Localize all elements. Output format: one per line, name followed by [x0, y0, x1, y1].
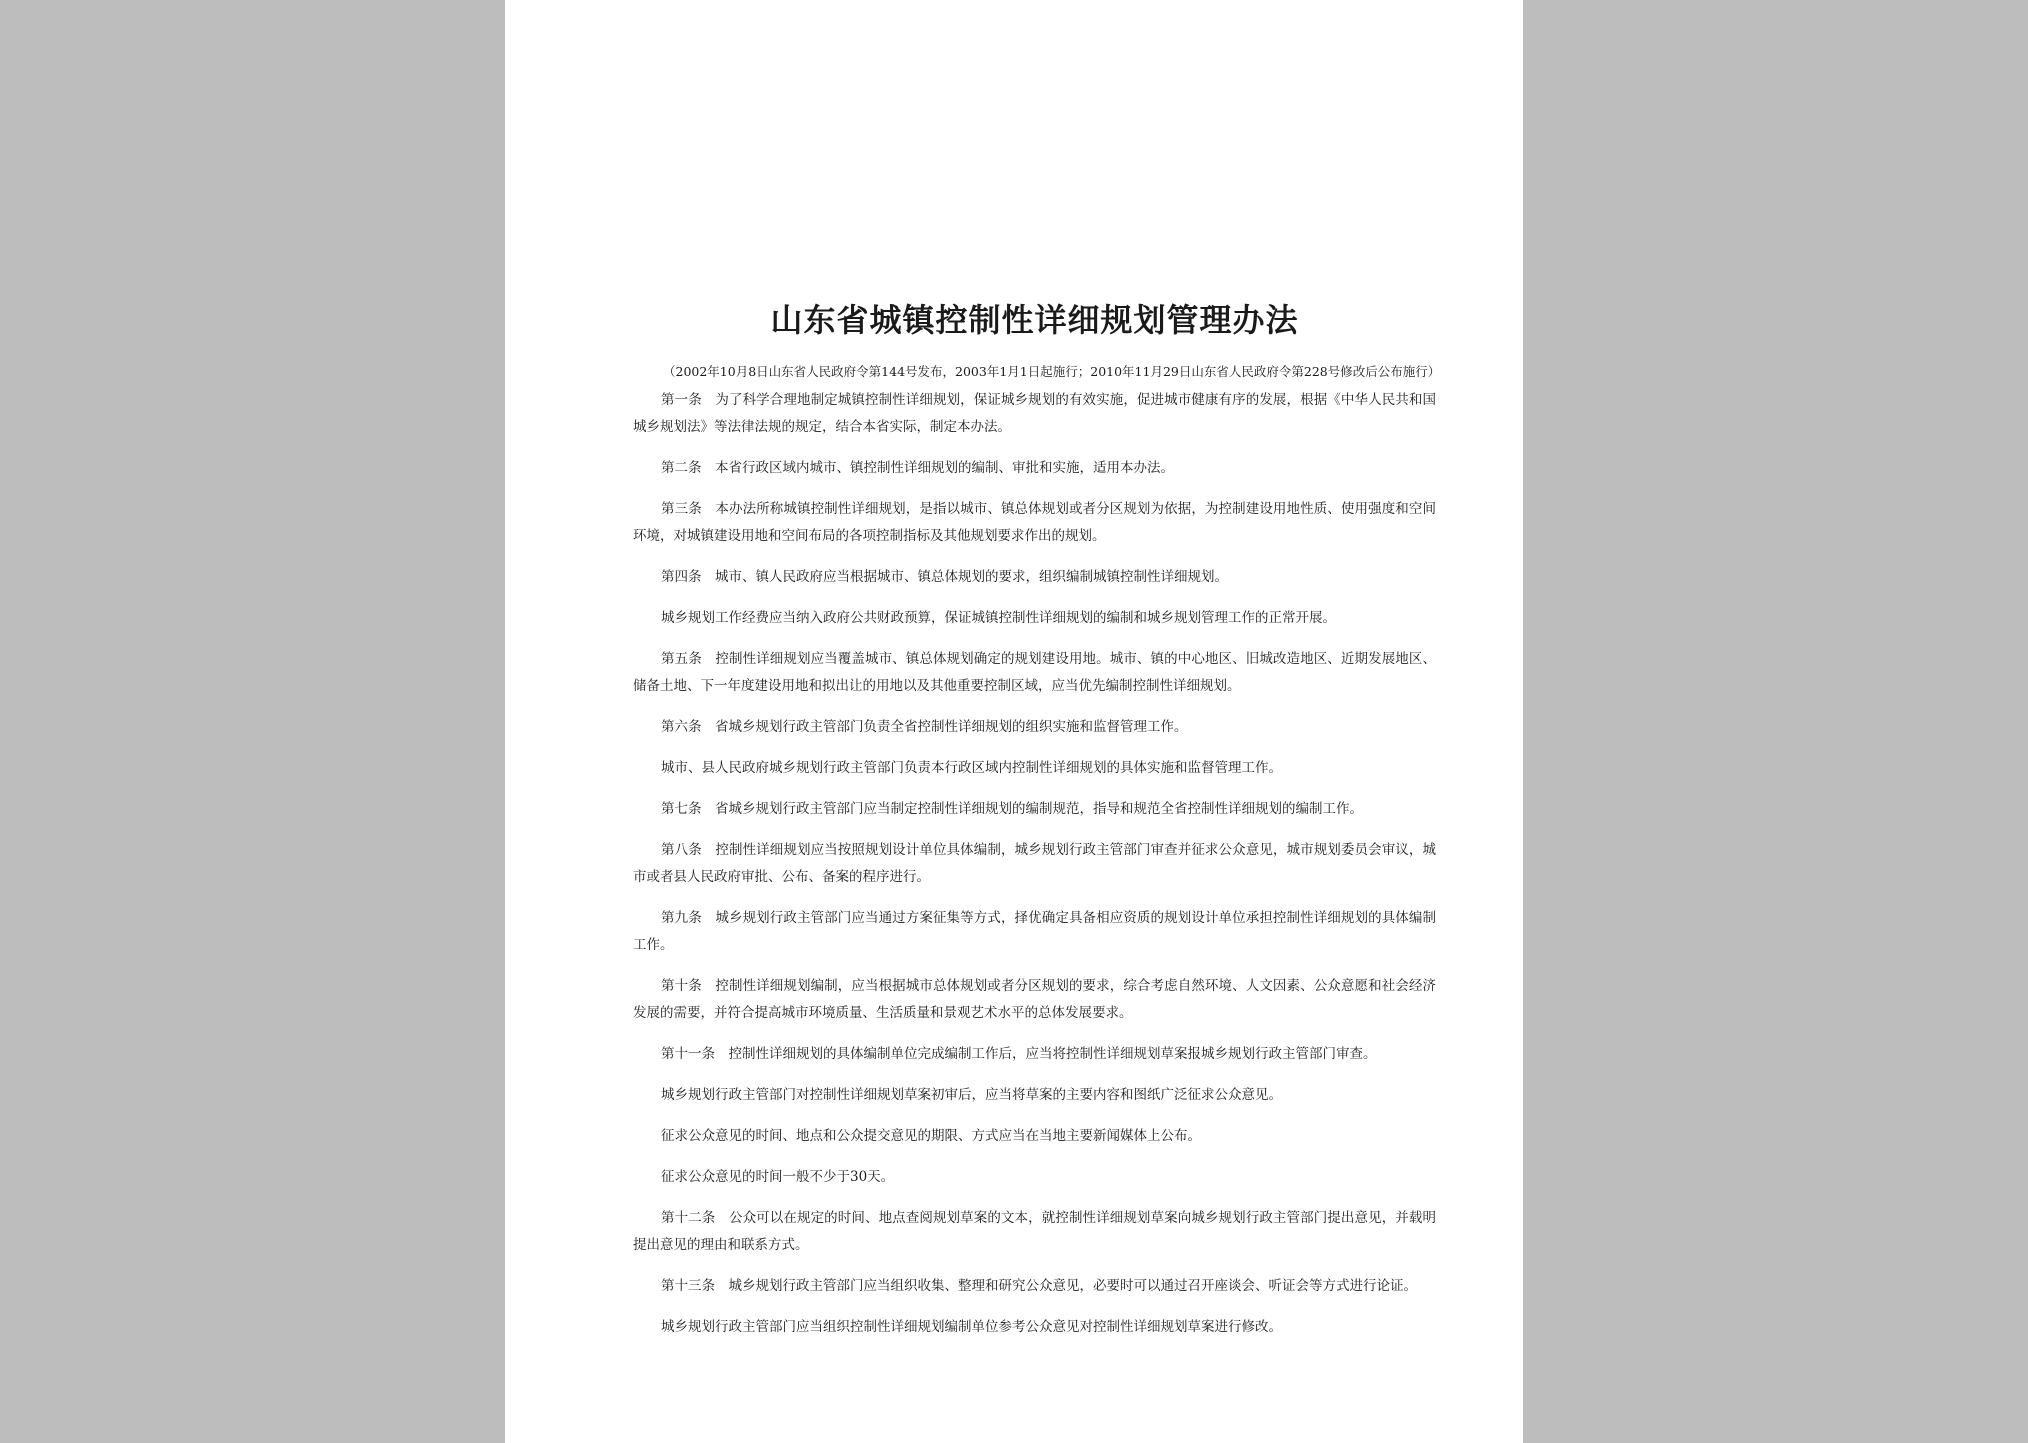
paragraph-14: 城乡规划行政主管部门对控制性详细规划草案初审后，应当将草案的主要内容和图纸广泛征求公众意见。 [661, 1087, 1282, 1103]
paragraph-11: 第九条 城乡规划行政主管部门应当通过方案征集等方式，择优确定具备相应资质的规划设计单位承担控制性详细规划的具体编制工作。 [633, 910, 1436, 953]
paragraph-12: 第十条 控制性详细规划编制，应当根据城市总体规划或者分区规划的要求，综合考虑自然环境、人文因素、公众意愿和社会经济发展的需要，并符合提高城市环境质量、生活质量和景观艺术水平的总体发展要求。 [633, 978, 1436, 1021]
paragraph-7: 第六条 省城乡规划行政主管部门负责全省控制性详细规划的组织实施和监督管理工作。 [661, 719, 1188, 735]
paragraph-17: 第十二条 公众可以在规定的时间、地点查阅规划草案的文本，就控制性详细规划草案向城乡规划行政主管部门提出意见，并载明提出意见的理由和联系方式。 [633, 1210, 1436, 1253]
paragraph-13: 第十一条 控制性详细规划的具体编制单位完成编制工作后，应当将控制性详细规划草案报城乡规划行政主管部门审查。 [661, 1046, 1377, 1062]
document-page [505, 0, 1523, 1443]
paragraph-6: 第五条 控制性详细规划应当覆盖城市、镇总体规划确定的规划建设用地。城市、镇的中心地区、旧城改造地区、近期发展地区、储备土地、下一年度建设用地和拟出让的用地以及其他重要控制区域，应当优先编制控制性详细规划。 [633, 651, 1436, 694]
paragraph-9: 第七条 省城乡规划行政主管部门应当制定控制性详细规划的编制规范，指导和规范全省控制性详细规划的编制工作。 [661, 801, 1363, 817]
paragraph-3: 第三条 本办法所称城镇控制性详细规划，是指以城市、镇总体规划或者分区规划为依据，为控制建设用地性质、使用强度和空间环境，对城镇建设用地和空间布局的各项控制指标及其他规划要求作出的规划。 [633, 501, 1436, 544]
paragraph-19: 城乡规划行政主管部门应当组织控制性详细规划编制单位参考公众意见对控制性详细规划草案进行修改。 [661, 1319, 1282, 1335]
paragraph-1: 第一条 为了科学合理地制定城镇控制性详细规划，保证城乡规划的有效实施，促进城市健康有序的发展，根据《中华人民共和国城乡规划法》等法律法规的规定，结合本省实际，制定本办法。 [633, 392, 1436, 435]
document-content [633, 300, 1441, 1355]
paragraph-4: 第四条 城市、镇人民政府应当根据城市、镇总体规划的要求，组织编制城镇控制性详细规划。 [661, 569, 1228, 585]
paragraph-16: 征求公众意见的时间一般不少于30天。 [661, 1169, 895, 1185]
paragraph-15: 征求公众意见的时间、地点和公众提交意见的期限、方式应当在当地主要新闻媒体上公布。 [661, 1128, 1201, 1144]
promulgation-note: （2002年10月8日山东省人民政府令第144号发布，2003年1月1日起施行；2010年11月29日山东省人民政府令第228号修改后公布施行） [663, 364, 1441, 379]
paragraph-18: 第十三条 城乡规划行政主管部门应当组织收集、整理和研究公众意见，必要时可以通过召开座谈会、听证会等方式进行论证。 [661, 1278, 1417, 1294]
document-title: 山东省城镇控制性详细规划管理办法 [770, 301, 1299, 339]
paragraph-5: 城乡规划工作经费应当纳入政府公共财政预算，保证城镇控制性详细规划的编制和城乡规划管理工作的正常开展。 [661, 610, 1336, 626]
paragraph-10: 第八条 控制性详细规划应当按照规划设计单位具体编制，城乡规划行政主管部门审查并征求公众意见，城市规划委员会审议，城市或者县人民政府审批、公布、备案的程序进行。 [633, 842, 1436, 885]
paragraph-8: 城市、县人民政府城乡规划行政主管部门负责本行政区域内控制性详细规划的具体实施和监督管理工作。 [661, 760, 1282, 776]
paragraph-2: 第二条 本省行政区域内城市、镇控制性详细规划的编制、审批和实施，适用本办法。 [661, 460, 1174, 476]
